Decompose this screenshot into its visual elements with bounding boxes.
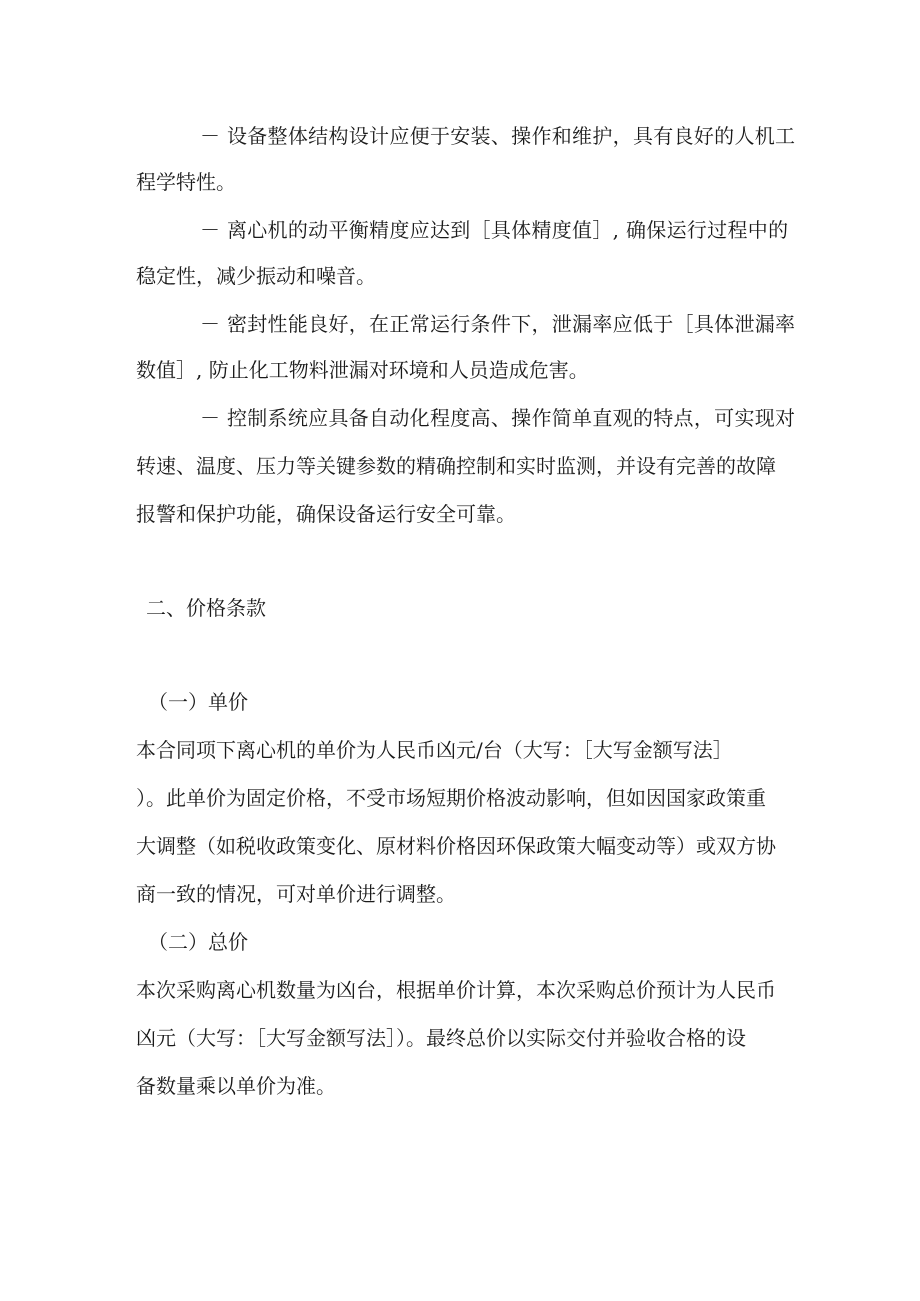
total-price-heading: （二）总价 bbox=[148, 930, 248, 954]
unit-price-heading: （一）单价 bbox=[148, 690, 248, 714]
unit-price-line-1: 本合同项下离心机的单价为人民币凶元/台（大写：［大写金额写法］ bbox=[136, 738, 733, 762]
section-title: 二、价格条款 bbox=[146, 596, 266, 620]
requirement-2-line-1: － 离心机的动平衡精度应达到［具体精度值］, 确保运行过程中的 bbox=[200, 218, 789, 242]
requirement-3-line-1: － 密封性能良好，在正常运行条件下，泄漏率应低于［具体泄漏率 bbox=[200, 312, 796, 336]
requirement-2-line-2: 稳定性，减少振动和噪音。 bbox=[136, 264, 376, 288]
unit-price-line-3: 大调整（如税收政策变化、原材料价格因环保政策大幅变动等）或双方协 bbox=[136, 834, 776, 858]
requirement-3-line-2: 数值］, 防止化工物料泄漏对环境和人员造成危害。 bbox=[136, 358, 589, 382]
unit-price-line-2: ）。此单价为固定价格，不受市场短期价格波动影响，但如因国家政策重 bbox=[136, 786, 766, 810]
total-price-line-2: 凶元（大写：［大写金额写法］）。最终总价以实际交付并验收合格的设 bbox=[136, 1026, 746, 1050]
requirement-4-line-3: 报警和保护功能，确保设备运行安全可靠。 bbox=[136, 502, 516, 526]
requirement-4-line-1: － 控制系统应具备自动化程度高、操作简单直观的特点，可实现对 bbox=[200, 406, 796, 430]
requirement-1-line-2: 程学特性。 bbox=[136, 170, 236, 194]
unit-price-line-4: 商一致的情况，可对单价进行调整。 bbox=[136, 882, 456, 906]
requirement-1-line-1: － 设备整体结构设计应便于安装、操作和维护，具有良好的人机工 bbox=[200, 124, 796, 148]
requirement-4-line-2: 转速、温度、压力等关键参数的精确控制和实时监测，并设有完善的故障 bbox=[136, 454, 776, 478]
total-price-line-3: 备数量乘以单价为准。 bbox=[136, 1074, 336, 1098]
total-price-line-1: 本次采购离心机数量为凶台，根据单价计算，本次采购总价预计为人民币 bbox=[136, 978, 776, 1002]
